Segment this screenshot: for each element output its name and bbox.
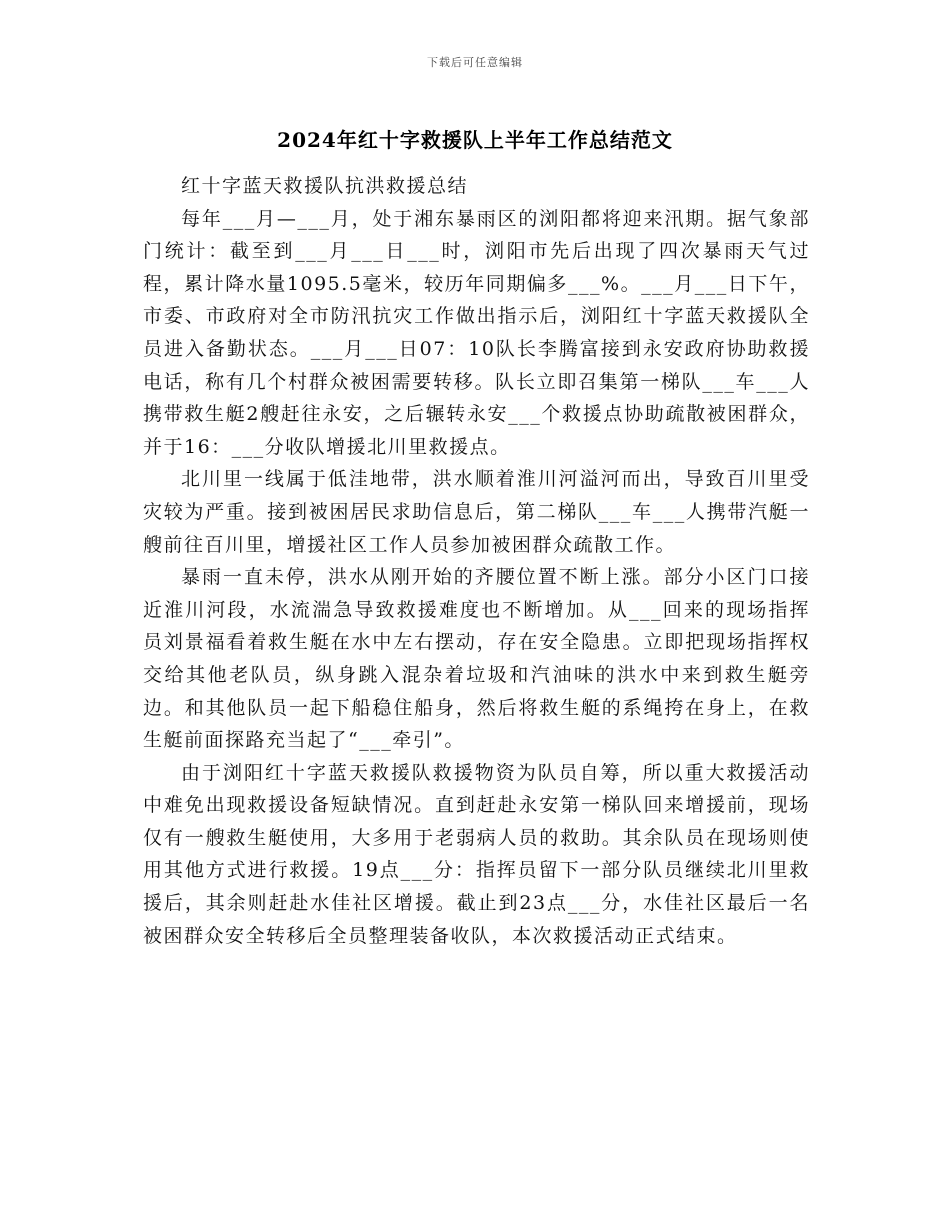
paragraph: 暴雨一直未停，洪水从刚开始的齐腰位置不断上涨。部分小区门口接近淮川河段，水流湍急导致救援难度也不断增加。从___回来的现场指挥员刘景福看着救生艇在水中左右摆动，存在安全隐患。立即把现场指挥权交给其他老队员，纵身跳入混杂着垃圾和汽油味的洪水中来到救生艇旁边。和其他队员一起下船稳住船身，然后将救生艇的系绳挎在身上，在救生艇前面探路充当起了“___牵引”。 — [143, 566, 810, 752]
document-body — [143, 170, 810, 952]
paragraph: 北川里一线属于低洼地带，洪水顺着淮川河溢河而出，导致百川里受灾较为严重。接到被困居民求助信息后，第二梯队___车___人携带汽艇一艘前往百川里，增援社区工作人员参加被困群众疏散工作。 — [143, 468, 810, 556]
paragraph-subtitle: 红十字蓝天救援队抗洪救援总结 — [181, 175, 469, 197]
page-header-note: 下载后可任意编辑 — [427, 56, 523, 69]
paragraph: 每年___月—___月，处于湘东暴雨区的浏阳都将迎来汛期。据气象部门统计：截至到___月___日___时，浏阳市先后出现了四次暴雨天气过程，累计降水量1095.5毫米，较历年同期偏多___%。___月___日下午，市委、市政府对全市防汛抗灾工作做出指示后，浏阳红十字蓝天救援队全员进入备勤状态。___月___日07：10队长李腾富接到永安政府协助救援电话，称有几个村群众被困需要转移。队长立即召集第一梯队___车___人携带救生艇2艘赶往永安，之后辗转永安___个救援点协助疏散被困群众，并于16：___分收队增援北川里救援点。 — [143, 207, 810, 458]
document-title: 2024年红十字救援队上半年工作总结范文 — [277, 128, 673, 152]
paragraph: 由于浏阳红十字蓝天救援队救援物资为队员自筹，所以重大救援活动中难免出现救援设备短缺情况。直到赶赴永安第一梯队回来增援前，现场仅有一艘救生艇使用，大多用于老弱病人员的救助。其余队员在现场则使用其他方式进行救援。19点___分：指挥员留下一部分队员继续北川里救援后，其余则赶赴水佳社区增援。截止到23点___分，水佳社区最后一名被困群众安全转移后全员整理装备收队，本次救援活动正式结束。 — [143, 761, 810, 947]
